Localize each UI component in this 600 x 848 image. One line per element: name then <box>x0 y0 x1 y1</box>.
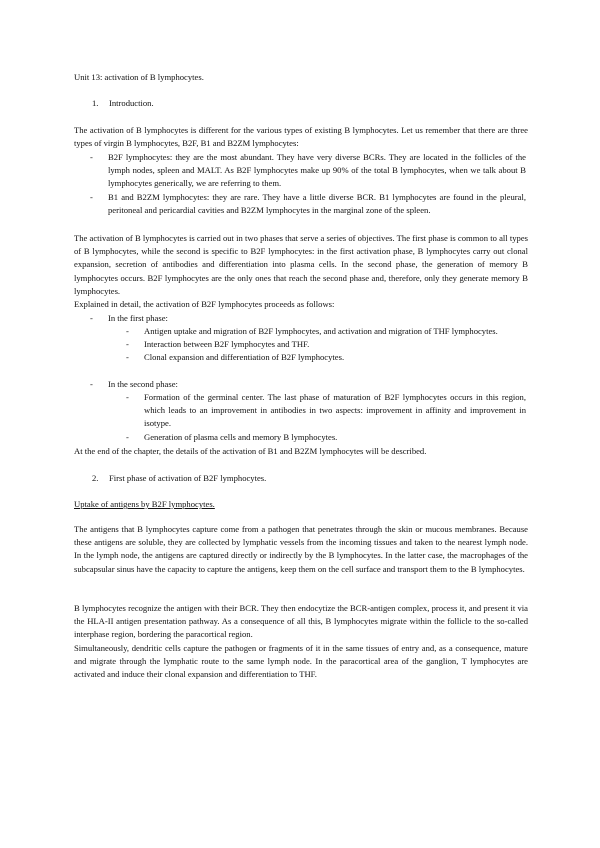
list-item: - Antigen uptake and migration of B2F lymphocytes, and activation and migration of THF lymphocytes. <box>144 325 526 338</box>
list-item: - B1 and B2ZM lymphocytes: they are rare. They have a little diverse BCR. B1 lymphocytes are found in the pleural, peritoneal and pericardial cavities and B2ZM lymphocytes in the marginal zone of the spleen. <box>90 191 526 215</box>
list-item: - Generation of plasma cells and memory B lymphocytes. <box>144 431 526 444</box>
list-dash: - <box>126 326 129 336</box>
list-item: - B2F lymphocytes: they are the most abundant. They have very diverse BCRs. They are located in the follicles of the lymph nodes, spleen and MALT. As B2F lymphocytes make up 90% of the total B lymphocytes, when we talk about B lymphocytes generically, we are referring to them. <box>90 152 526 189</box>
list-dash: - <box>90 313 93 323</box>
end-line: At the end of the chapter, the details of the activation of B1 and B2ZM lymphocytes will be described. <box>74 446 427 456</box>
document-title: Unit 13: activation of B lymphocytes. <box>74 72 204 82</box>
phase-label-second <box>90 378 526 391</box>
explained-line: Explained in detail, the activation of B2F lymphocytes proceeds as follows: <box>74 299 335 309</box>
section-title: Introduction. <box>109 98 154 108</box>
list-dash: - <box>90 379 93 389</box>
section-heading-first-phase <box>92 472 266 485</box>
list-dash: - <box>90 191 93 202</box>
section-number: 1. <box>92 98 99 108</box>
list-item: - Formation of the germinal center. The last phase of maturation of B2F lymphocytes occurs in this region, which leads to an improvement in antibodies in two aspects: improvement in affinity and improvement in isotype. <box>126 392 526 429</box>
list-dash: - <box>126 392 129 402</box>
list-dash: - <box>126 431 129 442</box>
lymphocyte-types-list <box>90 151 526 217</box>
dendritic-paragraph: Simultaneously, dendritic cells capture the pathogen or fragments of it in the same tissues of entry and, as a consequence, mature and migrate through the lymphatic route to the same lymph node. In the paracortical area of the ganglion, T lymphocytes are activated and induce their clonal expansion and differentiation to THF. <box>74 643 528 680</box>
intro-paragraph: The activation of B lymphocytes is different for the various types of existing B lymphocytes. Let us remember that there are three types of virgin B lymphocytes, B2F, B1 and B2ZM lymphocytes: <box>74 125 528 149</box>
first-phase-list <box>126 325 526 365</box>
list-item: - In the first phase: <box>108 312 526 325</box>
bcr-paragraph: B lymphocytes recognize the antigen with their BCR. They then endocytize the BCR-antigen complex, process it, and present it via the HLA-II antigen presentation pathway. As a consequence of all this, B lymphocytes migrate within the follicle to the so-called interphase region, bordering the paracortical region. <box>74 603 528 640</box>
antigens-paragraph: The antigens that B lymphocytes capture come from a pathogen that penetrates through the skin or mucous membranes. Because these antigens are soluble, they are collected by lymphatic vessels from the incoming tissues and taken to the nearest lymph node. In the lymph node, the antigens are captured directly or indirectly by the B lymphocytes. In the latter case, the macrophages of the subcapsular sinus have the capacity to capture the antigens, keep them on the cell surface and transport them to the B lymphocytes. <box>74 524 528 574</box>
list-item: - In the second phase: <box>108 378 526 391</box>
list-dash: - <box>126 352 129 363</box>
list-dash: - <box>126 339 129 350</box>
phases-paragraph: The activation of B lymphocytes is carried out in two phases that serve a series of objectives. The first phase is common to all types of B lymphocytes, while the second is specific to B2F lymphocytes: in the first activation phase, B lymphocytes carry out clonal expansion, secretion of antibodies and differentiation into plasma cells. In the second phase, the generation of memory B lymphocytes occurs. B2F lymphocytes are the only ones that reach the second phase and, therefore, only they generate memory B lymphocytes. <box>74 233 528 296</box>
subheading: Uptake of antigens by B2F lymphocytes. <box>74 499 215 509</box>
second-phase-list <box>126 391 526 444</box>
list-dash: - <box>90 152 93 162</box>
phase-label-first <box>90 312 526 325</box>
section-heading-introduction <box>92 97 154 110</box>
section-number: 2. <box>92 473 99 483</box>
list-item: - Interaction between B2F lymphocytes and THF. <box>144 338 526 351</box>
section-title: First phase of activation of B2F lymphocytes. <box>109 473 267 483</box>
list-item: - Clonal expansion and differentiation of B2F lymphocytes. <box>144 351 526 364</box>
